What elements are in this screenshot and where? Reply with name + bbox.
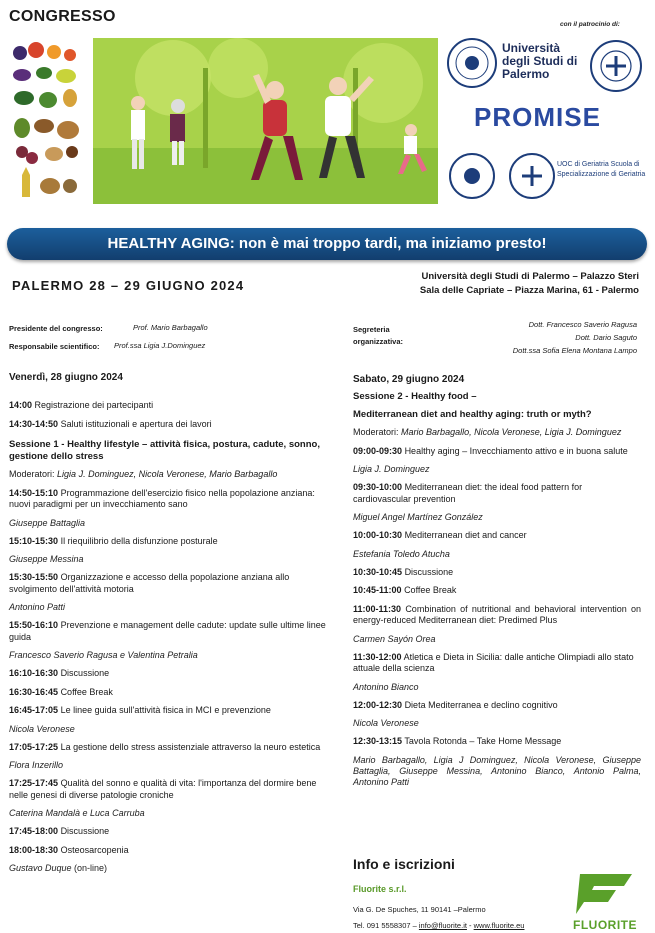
item-text: La gestione dello stress assistenziale attraverso la neuro estetica — [60, 741, 321, 752]
contact-separator: - — [466, 921, 474, 930]
item-time: 09:00-09:30 — [353, 445, 403, 456]
secretariat-name: Dott. Francesco Saverio Ragusa — [528, 320, 637, 329]
item-text: Tavola Rotonda – Take Home Message — [404, 736, 562, 746]
event-days: 28 – 29 GIUGNO 2024 — [89, 278, 245, 293]
event-city: PALERMO — [12, 278, 85, 293]
item-text: Healthy aging – Invecchiamento attivo e in buona salute — [404, 445, 628, 456]
program-item — [353, 567, 641, 579]
talk-speaker: Giuseppe Messina — [9, 554, 84, 564]
organizer-website-link[interactable]: www.fluorite.eu — [473, 921, 525, 930]
program-item — [9, 419, 331, 431]
geriatria-logo-text: UOC di Geriatria Scuola di Specializzazione di Geriatria — [557, 161, 646, 178]
day2-title: Sabato, 29 giugno 2024 — [353, 374, 465, 385]
item-time: 15:50-16:10 — [9, 620, 59, 630]
item-time: 16:45-17:05 — [9, 705, 59, 715]
program-item — [353, 446, 641, 458]
policlinico-seal-icon — [591, 41, 641, 91]
program-item — [353, 530, 641, 542]
item-text: Coffee Break — [404, 585, 457, 595]
organizer-name: Fluorite s.r.l. — [353, 884, 407, 894]
item-text: Il riequilibrio della disfunzione posturale — [60, 535, 218, 546]
program-item — [9, 488, 331, 511]
talk-speaker: Flora Inzerillo — [9, 760, 64, 770]
event-venue — [420, 270, 639, 298]
talk-speaker: Caterina Mandalà e Luca Carruba — [9, 808, 145, 818]
item-time: 17:25-17:45 — [9, 778, 59, 788]
organizer-contacts — [353, 902, 524, 933]
scientific-label: Responsabile scientifico: — [9, 342, 100, 351]
item-time: 10:45-11:00 — [353, 585, 402, 595]
fluorite-logo — [560, 872, 650, 930]
moderators-label: Moderatori: — [353, 427, 399, 437]
item-text: Qualità del sonno e qualità di vita: l'importanza del dormire bene nelle genesi di diverse patologie croniche — [9, 778, 317, 800]
item-time: 11:00-11:30 — [353, 603, 402, 614]
item-time: 11:30-12:00 — [353, 651, 402, 662]
item-time: 14:50-15:10 — [9, 487, 59, 498]
geriatria-seal-icon-1 — [450, 154, 494, 198]
patronage-label: con il patrocinio di: — [560, 21, 620, 28]
item-text: Prevenzione e management delle cadute: update sulle ultime linee guida — [9, 620, 326, 642]
item-text: Osteosarcopenia — [60, 844, 129, 855]
speaker-name: Gustavo Duque — [9, 863, 72, 873]
day2-program — [353, 374, 641, 795]
item-text: Discussione — [404, 566, 454, 577]
item-time: 16:30-16:45 — [9, 686, 59, 697]
patronage-logos — [446, 36, 652, 206]
fluorite-f-icon — [560, 872, 650, 916]
event-dates — [12, 278, 244, 293]
item-text: Programmazione dell'esercizio fisico nella popolazione anziana: nuovi paradigmi per un invecchiamento sano — [9, 487, 315, 509]
session-1-title: Sessione 1 - Healthy lifestyle – attività fisica, postura, cadute, sonno, gestione dello stress — [9, 439, 320, 462]
president-name: Prof. Mario Barbagallo — [133, 323, 208, 332]
program-item — [353, 585, 641, 597]
geriatria-seal-icon-2 — [510, 154, 554, 198]
program-item — [353, 700, 641, 712]
program-item — [9, 687, 331, 699]
talk-speaker: Carmen Sayón Orea — [353, 633, 436, 644]
unipa-logo-text: Università degli Studi di Palermo — [502, 41, 578, 81]
item-time: 17:45-18:00 — [9, 826, 59, 836]
program-item — [9, 536, 331, 548]
scientific-name: Prof.ssa Ligia J.Dominguez — [114, 341, 206, 350]
item-time: 16:10-16:30 — [9, 668, 59, 678]
food-illustration — [10, 40, 82, 205]
item-text: Combination of nutritional and behavioral intervention on energy-reduced Mediterranean diet: Predimed Plus — [353, 603, 641, 625]
item-text: Discussione — [60, 668, 110, 678]
item-text: Organizzazione e accesso della popolazione anziana allo svolgimento dell'attività motoria — [9, 572, 290, 594]
program-item — [9, 668, 331, 680]
info-heading: Info e iscrizioni — [353, 856, 455, 872]
promise-logo-text: PROMISE — [474, 102, 601, 132]
moderators-label: Moderatori: — [9, 469, 55, 479]
item-time: 14:00 — [9, 400, 33, 410]
day1-program — [9, 372, 331, 881]
item-text: Le linee guida sull'attività fisica in MCI e prevenzione — [60, 705, 271, 715]
program-item — [9, 400, 331, 412]
item-text: Saluti istituzionali e apertura dei lavori — [60, 418, 212, 429]
session-2-title-line-2: Mediterranean diet and healthy aging: truth or myth? — [353, 409, 592, 420]
talk-speaker: Miguel Angel Martínez González — [353, 512, 483, 522]
program-item — [9, 845, 331, 857]
congress-title: CONGRESSO — [9, 8, 116, 25]
talk-speaker: Nicola Veronese — [9, 723, 75, 734]
item-text: Dieta Mediterranea e declino cognitivo — [404, 699, 558, 710]
program-item — [353, 482, 641, 505]
talk-speaker: Estefania Toledo Atucha — [353, 548, 450, 559]
talk-speaker: Francesco Saverio Ragusa e Valentina Petralia — [9, 650, 198, 660]
item-text: Discussione — [60, 826, 110, 836]
unipa-seal-icon — [448, 39, 496, 87]
session-2-title-line-1: Sessione 2 - Healthy food – — [353, 391, 477, 402]
organizer-phone: Tel. 091 5558307 – — [353, 921, 419, 930]
program-item — [9, 620, 331, 643]
program-item — [353, 604, 641, 627]
secretariat-name: Dott.ssa Sofia Elena Montana Lampo — [512, 346, 637, 355]
item-text: Atletica e Dieta in Sicilia: dalle antiche Olimpiadi allo stato attuale della scienza — [353, 651, 634, 673]
organizer-contact-line — [353, 918, 524, 933]
item-time: 15:10-15:30 — [9, 535, 59, 546]
program-item — [9, 705, 331, 717]
secretariat-label-line-1: Segreteria — [353, 325, 390, 334]
item-time: 09:30-10:00 — [353, 482, 403, 492]
program-item — [353, 736, 641, 748]
secretariat-label — [353, 324, 403, 348]
round-table-participants: Mario Barbagallo, Ligia J Dominguez, Nicola Veronese, Giuseppe Battaglia, Giuseppe Messina, Antonino Bianco, Antonio Palma, Antonino Patti — [353, 754, 641, 787]
day1-title: Venerdì, 28 giugno 2024 — [9, 372, 123, 383]
program-item — [9, 778, 331, 801]
secretariat-names — [513, 318, 637, 357]
talk-speaker: Nicola Veronese — [353, 718, 419, 728]
item-time: 14:30-14:50 — [9, 418, 59, 429]
talk-speaker: Antonino Patti — [9, 602, 66, 612]
headline-banner: HEALTHY AGING: non è mai troppo tardi, ma iniziamo presto! — [7, 228, 647, 260]
talk-speaker — [9, 863, 331, 874]
speaker-note: (on-line) — [71, 863, 108, 873]
item-time: 10:30-10:45 — [353, 566, 403, 577]
program-item — [353, 652, 641, 675]
secretariat-label-line-2: organizzativa: — [353, 337, 404, 346]
talk-speaker: Ligia J. Dominguez — [353, 464, 430, 474]
secretariat-name: Dott. Dario Saguto — [575, 333, 637, 342]
hero-illustration — [93, 38, 438, 204]
item-time: 12:30-13:15 — [353, 736, 403, 746]
organizer-email-link[interactable]: info@fluorite.it — [418, 921, 467, 930]
talk-speaker: Giuseppe Battaglia — [9, 517, 86, 528]
item-time: 17:05-17:25 — [9, 741, 59, 752]
item-time: 15:30-15:50 — [9, 572, 59, 582]
item-text: Coffee Break — [60, 686, 113, 697]
session-1-moderators — [9, 469, 331, 481]
moderators-names: Mario Barbagallo, Nicola Veronese, Ligia J. Dominguez — [401, 427, 622, 437]
organizer-address: Via G. De Spuches, 11 90141 –Palermo — [353, 905, 486, 914]
item-time: 12:00-12:30 — [353, 699, 403, 710]
item-time: 10:00-10:30 — [353, 530, 403, 540]
venue-line-2: Sala delle Capriate – Piazza Marina, 61 - Palermo — [419, 285, 639, 296]
item-text: Mediterranean diet: the ideal food pattern for cardiovascular prevention — [353, 482, 583, 504]
program-item — [9, 572, 331, 595]
president-label: Presidente del congresso: — [9, 324, 103, 333]
item-text: Mediterranean diet and cancer — [404, 530, 527, 540]
venue-line-1: Università degli Studi di Palermo – Palazzo Steri — [421, 271, 639, 282]
session-2-moderators — [353, 427, 641, 439]
program-item — [9, 742, 331, 754]
talk-speaker: Antonino Bianco — [353, 681, 419, 692]
item-text: Registrazione dei partecipanti — [34, 400, 154, 410]
program-item — [9, 826, 331, 838]
item-time: 18:00-18:30 — [9, 844, 59, 855]
fluorite-logo-text: FLUORITE — [573, 918, 637, 932]
moderators-names: Ligia J. Dominguez, Nicola Veronese, Mario Barbagallo — [57, 469, 278, 479]
